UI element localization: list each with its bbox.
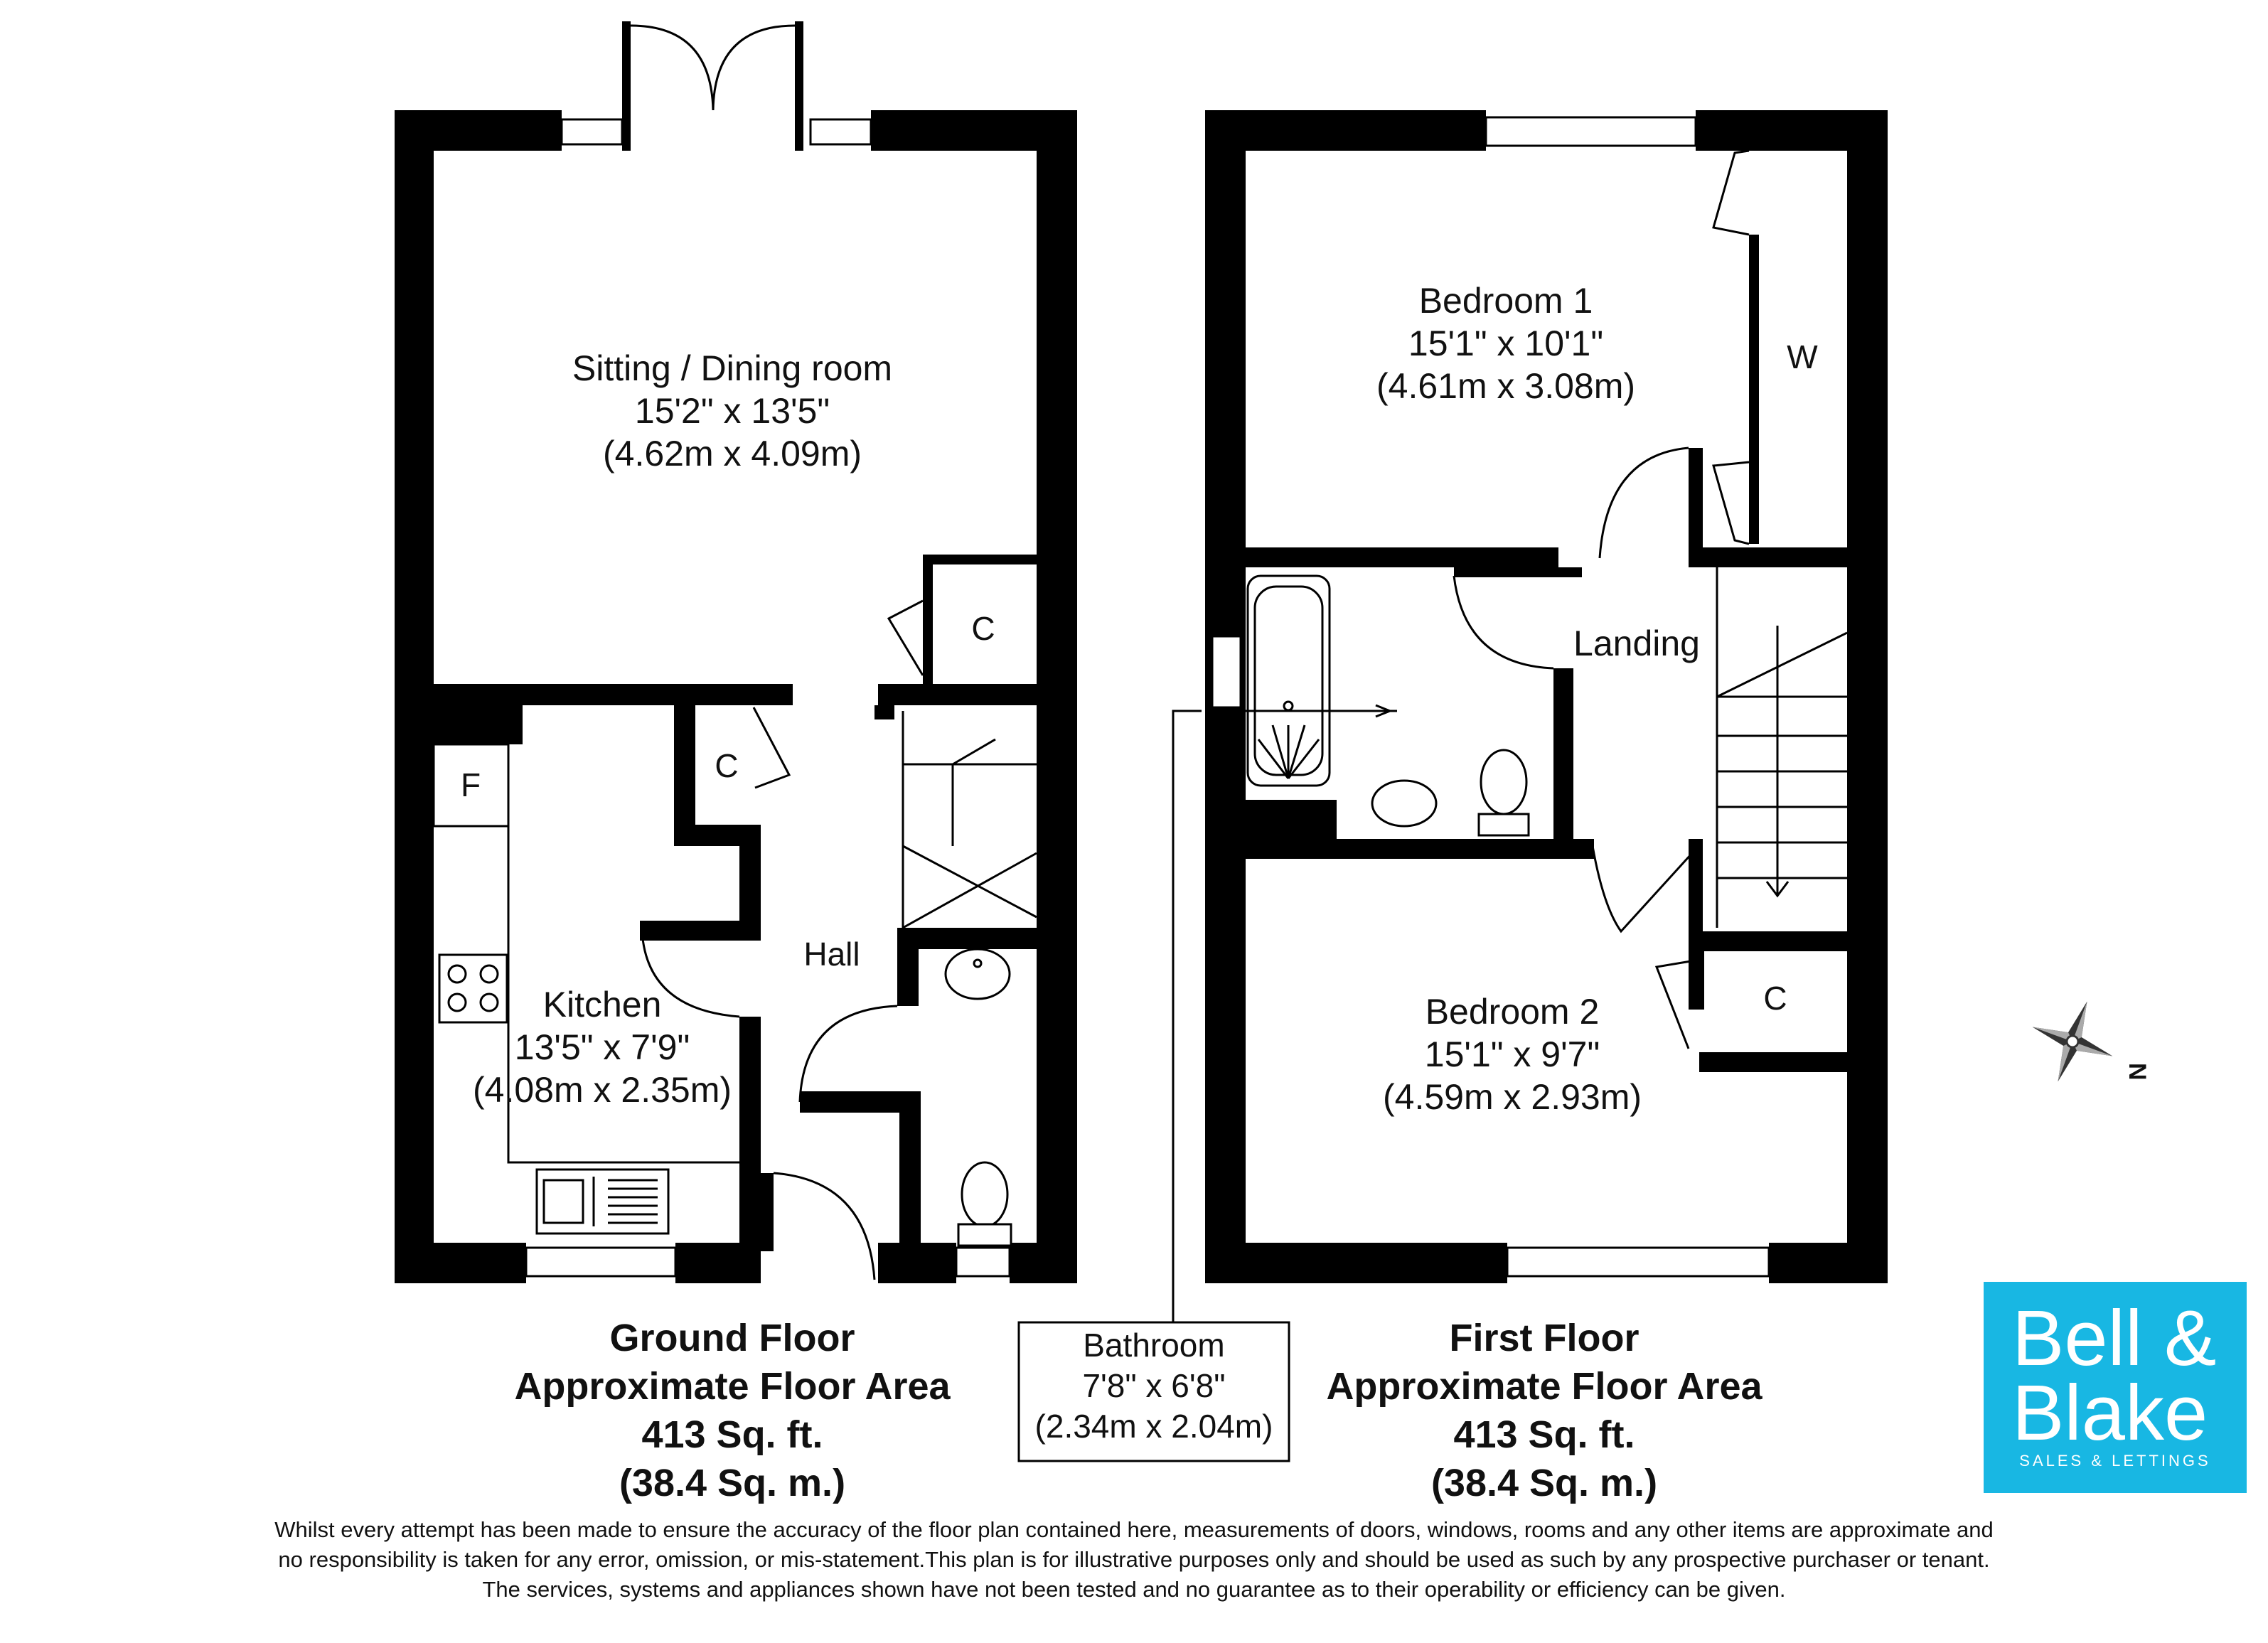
kitchen-name: Kitchen: [542, 985, 662, 1024]
wall: [395, 684, 793, 705]
window: [1212, 636, 1241, 707]
wardrobe-label: W: [1787, 338, 1818, 375]
door-swing: [1454, 576, 1553, 668]
wall: [622, 21, 631, 151]
wall: [761, 1173, 774, 1251]
ground-floor-subtitle: Approximate Floor Area: [514, 1365, 951, 1408]
cupboard-label: C: [1763, 980, 1787, 1017]
wall: [923, 555, 1058, 564]
sitting-room-name: Sitting / Dining room: [572, 348, 893, 388]
wall: [1246, 547, 1558, 567]
door-swing: [800, 1006, 897, 1102]
window: [562, 119, 622, 144]
wall: [897, 928, 1061, 949]
logo-line-2: Blake: [2012, 1369, 2208, 1457]
wall: [1037, 705, 1077, 919]
wall: [1246, 839, 1594, 859]
wall: [1010, 1243, 1077, 1283]
window: [1507, 1248, 1769, 1276]
cistern: [1479, 814, 1529, 835]
bathroom-name: Bathroom: [1083, 1327, 1225, 1364]
bedroom-2-name: Bedroom 2: [1425, 992, 1600, 1032]
front-door-swing: [774, 1173, 874, 1280]
wall: [878, 684, 1077, 705]
leader-line: [1173, 711, 1202, 1322]
disclaimer-line-2: no responsibility is taken for any error, omission, or mis-statement.This plan is for illustrative purposes only and should be used as such by any prospective purchaser or tenant.: [278, 1547, 1990, 1572]
first-floor-sqft: 413 Sq. ft.: [1453, 1413, 1635, 1456]
cistern: [958, 1224, 1011, 1246]
hob-icon: [439, 955, 507, 1022]
window: [1486, 117, 1696, 146]
wall: [1205, 110, 1486, 151]
sitting-room-size-metric: (4.62m x 4.09m): [602, 434, 862, 473]
wall: [1699, 1052, 1888, 1072]
first-floor-subtitle: Approximate Floor Area: [1326, 1365, 1762, 1408]
wall: [395, 1243, 526, 1283]
wall: [899, 1091, 921, 1251]
bedroom-1-name: Bedroom 1: [1418, 281, 1593, 321]
hall-label: Hall: [803, 936, 860, 973]
compass-north-label: N: [2124, 1063, 2151, 1081]
wall: [1749, 235, 1759, 544]
sitting-room-size-imperial: 15'2" x 13'5": [634, 391, 830, 431]
wall: [1847, 110, 1888, 1283]
wall: [1689, 931, 1704, 1010]
toilet-icon: [1481, 750, 1526, 814]
window: [811, 119, 871, 144]
wall: [674, 705, 695, 840]
wall: [795, 21, 803, 151]
french-door-swing: [631, 26, 795, 110]
wall: [1689, 931, 1888, 951]
disclaimer-line-1: Whilst every attempt has been made to ensure the accuracy of the floor plan contained here, measurements of doors, windows, rooms and any other items are approximate and: [274, 1517, 1994, 1542]
ground-floor-sqm: (38.4 Sq. m.): [619, 1462, 846, 1504]
bedroom-2-size-metric: (4.59m x 2.93m): [1382, 1077, 1642, 1117]
wardrobe-doors: [1713, 151, 1749, 544]
wall: [1205, 800, 1337, 842]
landing-label: Landing: [1573, 624, 1700, 663]
wall: [640, 921, 761, 941]
wall: [1205, 1243, 1507, 1283]
pointer-arrow: [1333, 705, 1390, 717]
wall: [874, 705, 894, 719]
kitchen-size-metric: (4.08m x 2.35m): [472, 1070, 732, 1110]
wall: [897, 928, 919, 1006]
first-floor-sqm: (38.4 Sq. m.): [1430, 1462, 1658, 1504]
first-floor-title: First Floor: [1449, 1317, 1640, 1359]
logo-line-1: Bell &: [2012, 1295, 2217, 1382]
fridge-label: F: [460, 766, 481, 803]
door-swing: [754, 707, 789, 788]
kitchen-size-imperial: 13'5" x 7'9": [514, 1027, 690, 1067]
bedroom-2-size-imperial: 15'1" x 9'7": [1424, 1034, 1600, 1074]
wall: [923, 555, 933, 684]
bedroom-1-size-metric: (4.61m x 3.08m): [1376, 366, 1636, 406]
stairs-arrow: [903, 739, 995, 846]
bedroom-1-size-imperial: 15'1" x 10'1": [1408, 323, 1604, 363]
cupboard-label: C: [715, 747, 739, 784]
disclaimer-line-3: The services, systems and appliances shown have not been tested and no guarantee as to their operability or efficiency can be given.: [482, 1577, 1786, 1602]
wall: [395, 705, 523, 744]
stairs: [1717, 567, 1847, 928]
ground-floor-sqft: 413 Sq. ft.: [641, 1413, 823, 1456]
window: [956, 1248, 1010, 1276]
wall: [1689, 448, 1703, 555]
toilet-icon: [962, 1162, 1007, 1226]
door-swing: [1600, 448, 1689, 558]
compass-rose-icon: [2018, 987, 2127, 1096]
door-swing: [889, 601, 923, 675]
wall: [1689, 547, 1888, 567]
wall: [1769, 1243, 1888, 1283]
wall: [1553, 668, 1573, 839]
wall: [1454, 567, 1582, 577]
wall: [739, 1017, 761, 1251]
basin-icon: [946, 949, 1010, 999]
cupboard-label: C: [971, 610, 995, 647]
stairs: [903, 711, 1037, 928]
bathroom-size-imperial: 7'8" x 6'8": [1082, 1367, 1226, 1404]
door-swing: [1593, 846, 1692, 931]
window: [526, 1248, 675, 1276]
wall: [1689, 839, 1703, 946]
bathroom-size-metric: (2.34m x 2.04m): [1034, 1408, 1273, 1445]
logo-tagline: SALES & LETTINGS: [2019, 1452, 2211, 1470]
brand-logo: [1984, 1282, 2247, 1493]
basin-icon: [1372, 781, 1436, 826]
ground-floor-title: Ground Floor: [609, 1317, 855, 1359]
